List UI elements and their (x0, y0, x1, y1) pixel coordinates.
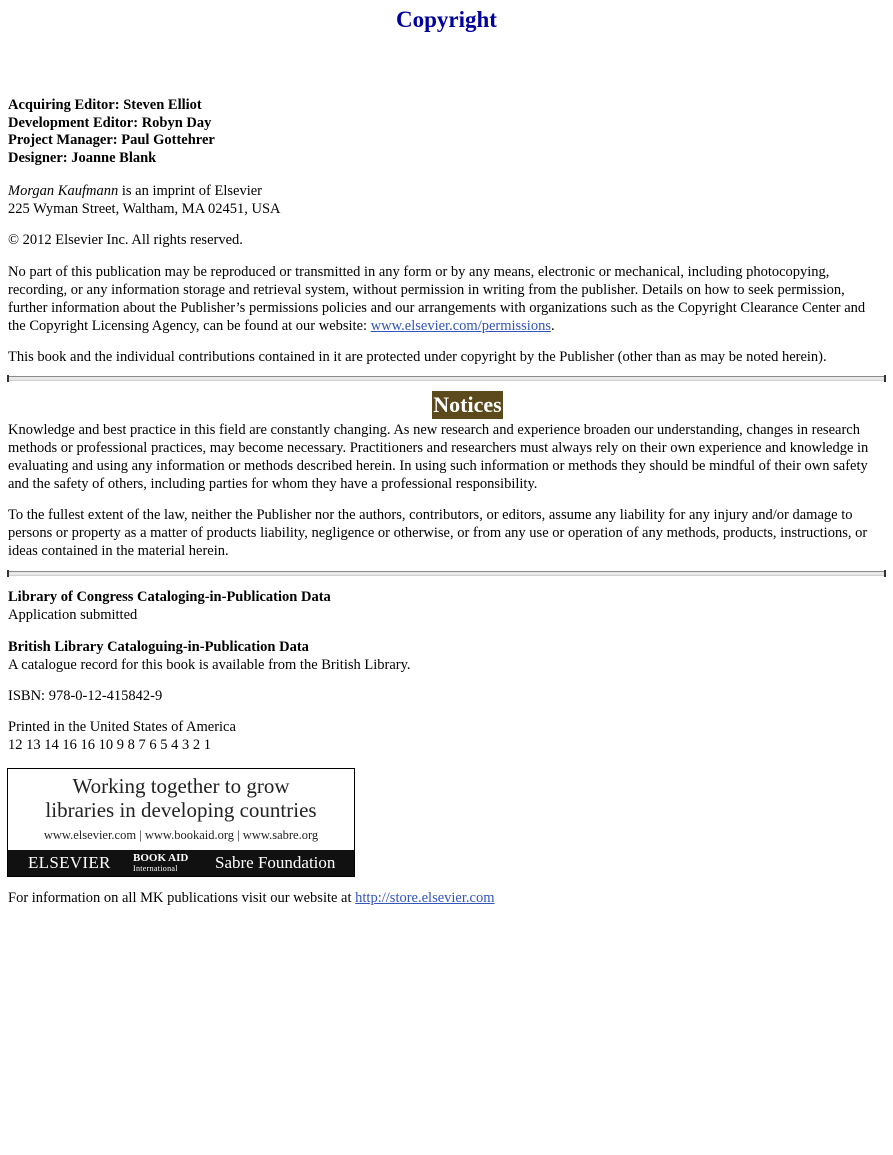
permissions-end: . (550, 318, 555, 334)
printed-location: Printed in the United States of America (8, 719, 236, 735)
notices-paragraph-1: Knowledge and best practice in this field are constantly changing. As new research and experience broaden our understanding, changes in research methods or professional practices, may become necessary. Practitioners and researchers must always rely on their own experience and knowledge in evaluating and using any information or methods described herein. In using such information or methods they should be mindful of their own safety and the safety of others, including parties for whom they have a professional responsibility. (8, 422, 869, 492)
loc-text: Application submitted (8, 607, 138, 623)
permissions-paragraph (8, 263, 886, 335)
bl-text: A catalogue record for this book is available from the British Library. (8, 657, 411, 673)
notices-paragraph-2: To the fullest extent of the law, neither the Publisher nor the authors, contributors, or editors, assume any liability for any injury and/or damage to persons or property as a matter of products liability, negligence or otherwise, or from any use or operation of any methods, products, instructions, or ideas contained in the material herein. (8, 507, 868, 559)
loc-heading: Library of Congress Cataloging-in-Publication Data (8, 589, 331, 605)
printed-block (8, 718, 886, 754)
divider-top (7, 376, 886, 381)
development-editor: Development Editor: Robyn Day (8, 114, 212, 131)
elsevier-logo: ELSEVIER (28, 853, 111, 872)
book-aid-logo: BOOK AID (133, 852, 189, 864)
divider-bottom (7, 571, 886, 576)
bl-heading: British Library Cataloguing-in-Publication Data (8, 639, 309, 655)
protection-paragraph: This book and the individual contributions contained in it are protected under copyright by the Publisher (other than as may be noted herein). (8, 349, 827, 365)
loc-block (8, 588, 886, 624)
book-aid-logo-sub: International (133, 864, 178, 873)
publisher-address: 225 Wyman Street, Waltham, MA 02451, USA (8, 201, 281, 217)
bl-block (8, 638, 886, 674)
book-aid-banner (7, 768, 355, 877)
designer: Designer: Joanne Blank (8, 149, 157, 166)
copyright-line: © 2012 Elsevier Inc. All rights reserved. (8, 232, 243, 248)
imprint-block (8, 182, 886, 218)
imprint-name: Morgan Kaufmann (8, 183, 119, 199)
project-manager: Project Manager: Paul Gottehrer (8, 132, 215, 149)
imprint-text: is an imprint of Elsevier (118, 183, 262, 199)
isbn: ISBN: 978-0-12-415842-9 (8, 688, 163, 704)
notices-heading: Notices (433, 392, 502, 417)
banner-headline-2: libraries in developing countries (45, 798, 317, 822)
banner-urls: www.elsevier.com | www.bookaid.org | www.sabre.org (43, 828, 319, 842)
credits-block (8, 97, 886, 167)
page-title: Copyright (396, 7, 497, 32)
imprint-line (8, 182, 886, 200)
permissions-link[interactable]: www.elsevier.com/permissions (370, 318, 551, 334)
footer-line (8, 889, 886, 907)
footer-text: For information on all MK publications visit our website at (8, 890, 356, 906)
print-line-numbers: 12 13 14 16 16 10 9 8 7 6 5 4 3 2 1 (8, 737, 211, 753)
sabre-foundation-logo: Sabre Foundation (215, 853, 336, 872)
permissions-text: No part of this publication may be reproduced or transmitted in any form or by any means, electronic or mechanical, including photocopying, recording, or any information storage and retrieval system, without permission in writing from the publisher. Details on how to seek permission, further information about the Publisher’s permissions policies and our arrangements with organizations such as the Copyright Clearance Center and the Copyright Licensing Agency, can be found at our website: (8, 264, 866, 334)
notices-heading-wrap (0, 391, 893, 419)
banner-headline-1: Working together to grow (72, 774, 290, 798)
acquiring-editor: Acquiring Editor: Steven Elliot (8, 97, 202, 113)
banner-logo-bar (8, 850, 354, 876)
store-link[interactable]: http://store.elsevier.com (355, 890, 495, 906)
